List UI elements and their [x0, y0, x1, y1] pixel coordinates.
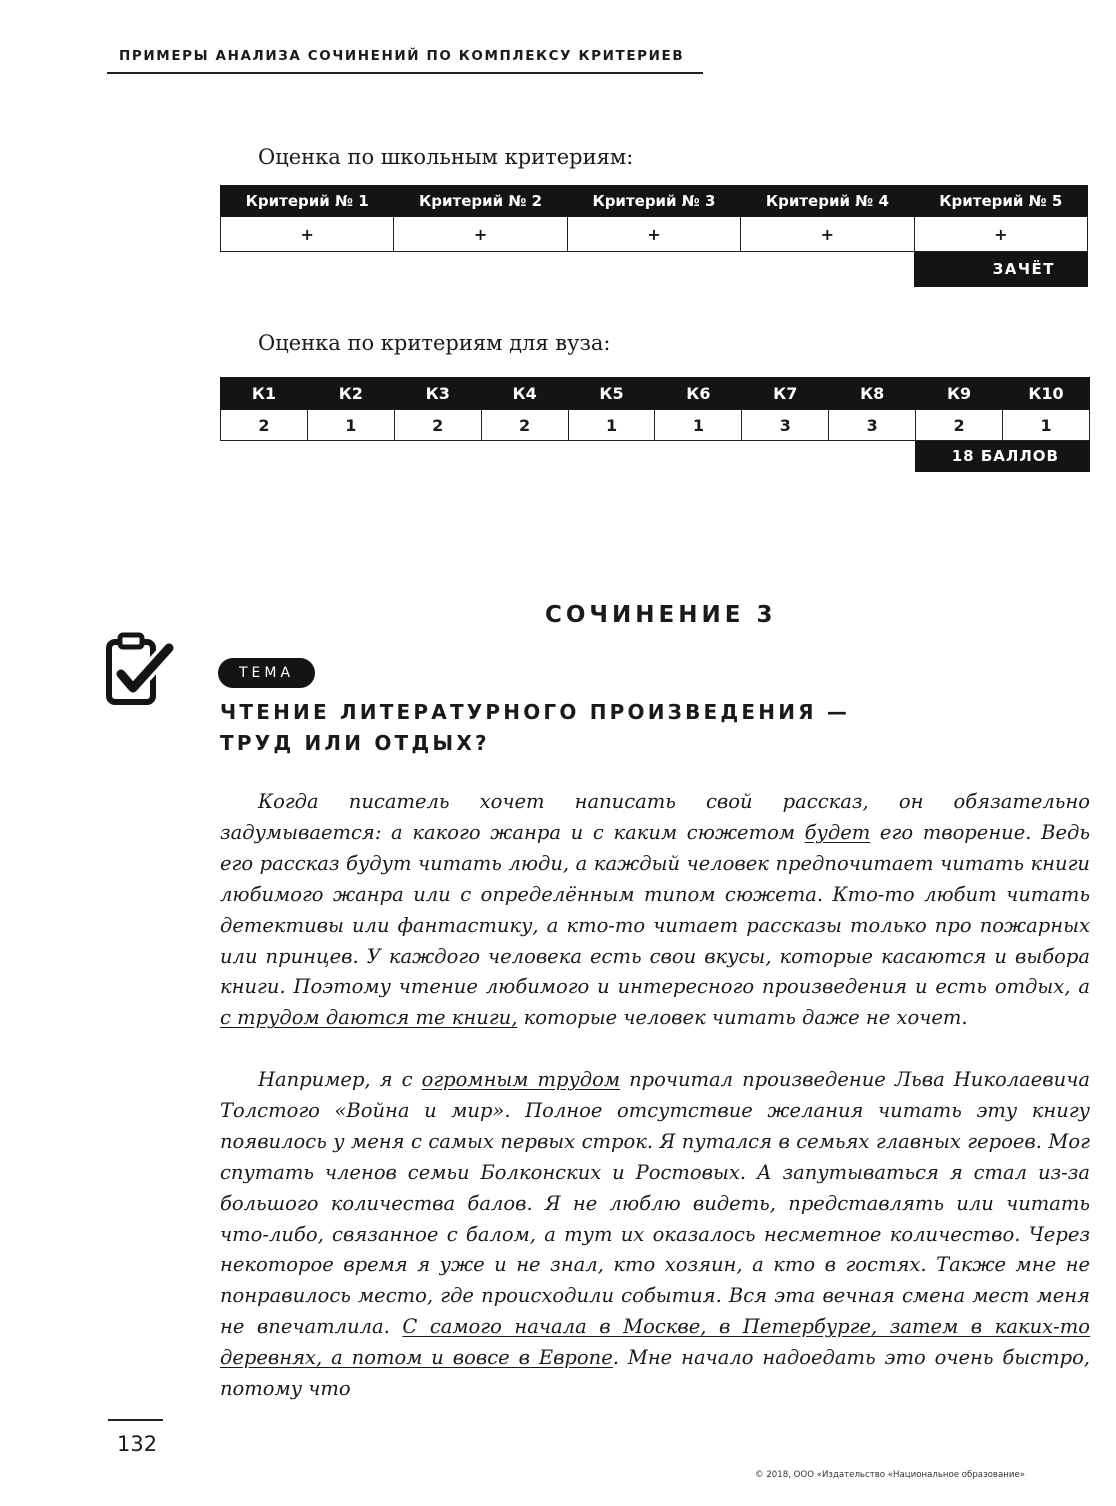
vuz-score: 1	[568, 410, 655, 441]
vuz-criterion-header: К9	[916, 378, 1003, 410]
header-rule	[107, 72, 703, 74]
school-mark: +	[914, 217, 1087, 252]
vuz-criterion-header: К10	[1003, 378, 1090, 410]
underlined-phrase: С самого начала в Москве, в Петербурге, затем в каких-то деревнях, а потом и вовсе в Европе	[220, 1315, 1090, 1370]
text-run: его творение. Ведь его рассказ будут читать люди, а каждый человек предпочитает читать книги любимого жанра или с определённым типом сюжета. Кто-то любит читать детективы или фантастику, а кто-то читает рассказы только про пожарных или принцев. У каждого человека есть свои вкусы, которые касаются и выбора книги. Поэтому чтение любимого и интересного произведения и есть отдых, а	[220, 820, 1090, 999]
vuz-score: 2	[394, 410, 481, 441]
vuz-score: 2	[916, 410, 1003, 441]
vuz-criterion-header: К3	[394, 378, 481, 410]
school-mark: +	[394, 217, 567, 252]
vuz-criterion-header: К2	[307, 378, 394, 410]
essay-paragraph-2	[220, 1065, 1090, 1405]
vuz-criterion-header: К5	[568, 378, 655, 410]
underlined-phrase: будет	[804, 820, 871, 844]
text-run: которые человек читать даже не хочет.	[517, 1006, 968, 1030]
vuz-criterion-header: К7	[742, 378, 829, 410]
school-criteria-header-row	[221, 186, 1088, 217]
text-run: . Мне начало надоедать это очень быстро, потому что	[220, 1346, 1091, 1401]
text-run: прочитал произведение Льва Николаевича Толстого «Война и мир». Полное отсутствие желания читать эту книгу появилось у меня с самых первых строк. Я путался в семьях главных героев. Мог спутать членов семьи Болконских и Ростовых. А запутываться я стал из-за большого количества балов. Я не люблю видеть, представлять или читать что-либо, связанное с балом, а тут их оказалось несметное количество. Через некоторое время я уже и не знал, кто хозяин, а кто в гостях. Также мне не понравилось место, где происходили события. Вся эта вечная смена мест меня не впечатлила.	[220, 1068, 1090, 1339]
school-result-badge: ЗАЧЁТ	[914, 252, 1087, 287]
vuz-score: 3	[742, 410, 829, 441]
clipboard-check-icon	[103, 628, 175, 708]
footer-rule	[108, 1419, 163, 1421]
text-run: Например, я с	[258, 1068, 422, 1091]
vuz-criterion-header: К1	[221, 378, 308, 410]
empty-cell	[221, 441, 916, 472]
vuz-scores-row	[221, 410, 1090, 441]
vuz-score: 2	[481, 410, 568, 441]
school-criterion-header: Критерий № 3	[567, 186, 740, 217]
school-assessment-label: Оценка по школьным критериям:	[258, 145, 634, 169]
school-criteria-table	[220, 185, 1088, 287]
vuz-score: 1	[655, 410, 742, 441]
essay-paragraph-1	[220, 787, 1090, 1034]
school-criterion-header: Критерий № 2	[394, 186, 567, 217]
school-mark: +	[567, 217, 740, 252]
vuz-criterion-header: К6	[655, 378, 742, 410]
topic-heading-line-2: ТРУД ИЛИ ОТДЫХ?	[220, 731, 490, 755]
topic-heading-line-1: ЧТЕНИЕ ЛИТЕРАТУРНОГО ПРОИЗВЕДЕНИЯ —	[220, 700, 851, 724]
school-result-row	[221, 252, 1088, 287]
empty-cell	[221, 252, 915, 287]
vuz-criterion-header: К8	[829, 378, 916, 410]
running-head: ПРИМЕРЫ АНАЛИЗА СОЧИНЕНИЙ ПО КОМПЛЕКСУ КРИТЕРИЕВ	[119, 48, 685, 64]
vuz-score: 3	[829, 410, 916, 441]
vuz-criteria-header-row	[221, 378, 1090, 410]
page-number: 132	[117, 1432, 158, 1456]
text-run: Когда писатель хочет написать свой рассказ, он обязательно задумывается: а какого жанра и с каким сюжетом	[220, 790, 1090, 844]
vuz-criteria-table	[220, 377, 1090, 472]
school-mark: +	[741, 217, 914, 252]
school-mark: +	[221, 217, 394, 252]
school-criterion-header: Критерий № 5	[914, 186, 1087, 217]
essay-title: СОЧИНЕНИЕ 3	[545, 602, 777, 628]
school-marks-row	[221, 217, 1088, 252]
vuz-total-row	[221, 441, 1090, 472]
vuz-criterion-header: К4	[481, 378, 568, 410]
vuz-total-badge: 18 БАЛЛОВ	[916, 441, 1090, 472]
vuz-score: 2	[221, 410, 308, 441]
copyright-notice: © 2018, ООО «Издательство «Национальное образование»	[755, 1470, 1025, 1480]
topic-tag: ТЕМА	[218, 658, 315, 688]
underlined-phrase: огромным трудом	[421, 1068, 621, 1091]
underlined-phrase: с трудом даются те книги,	[220, 1006, 518, 1030]
school-criterion-header: Критерий № 1	[221, 186, 394, 217]
school-criterion-header: Критерий № 4	[741, 186, 914, 217]
vuz-score: 1	[1003, 410, 1090, 441]
vuz-assessment-label: Оценка по критериям для вуза:	[258, 331, 611, 355]
vuz-score: 1	[307, 410, 394, 441]
